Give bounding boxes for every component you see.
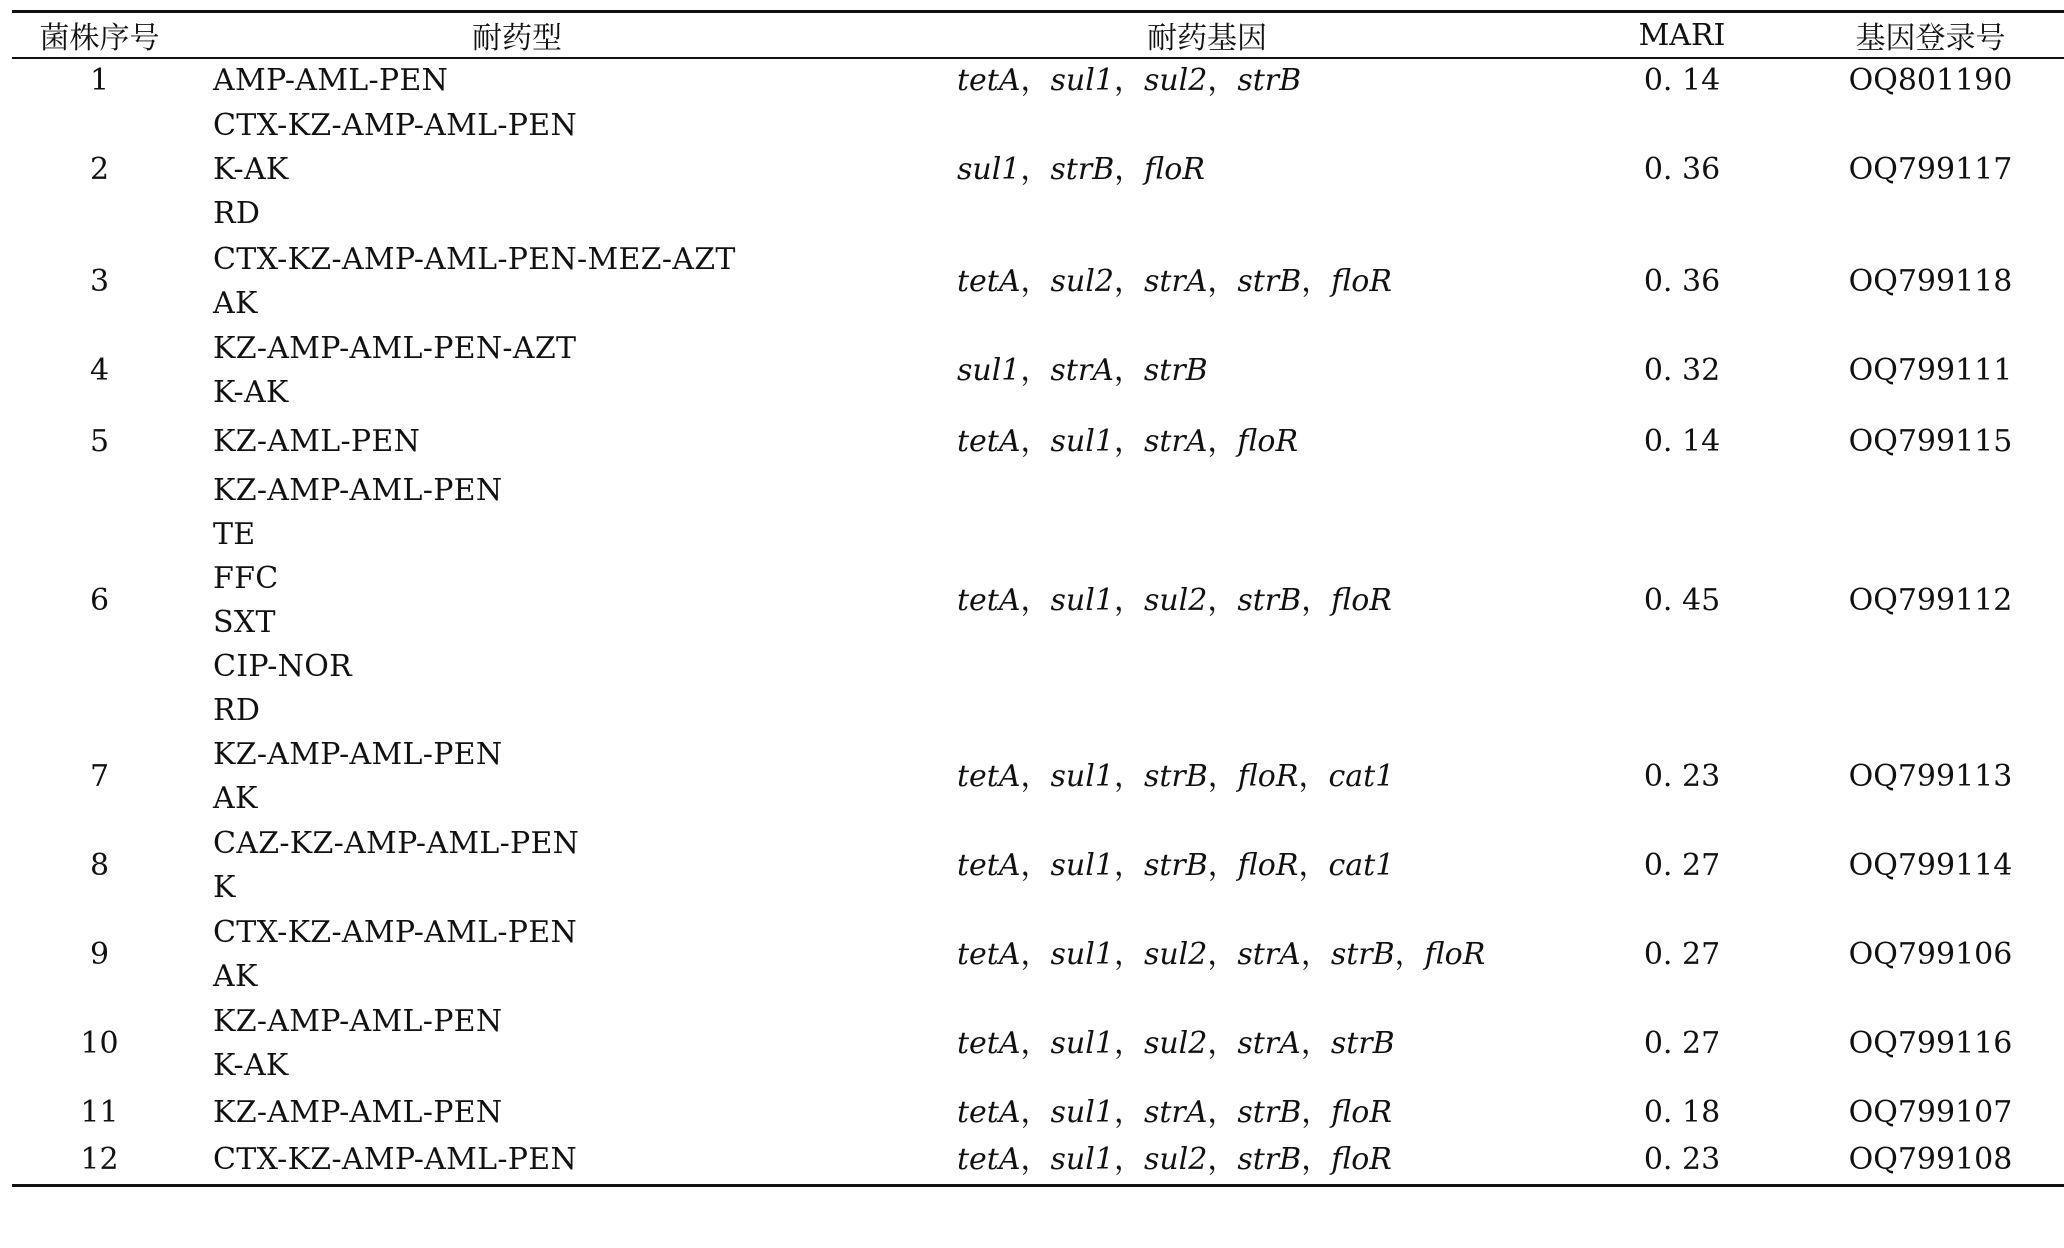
phenotype-line: TE (213, 517, 256, 552)
gene-name: strB (1237, 583, 1302, 618)
accession-cell: OQ799114 (1848, 848, 2013, 883)
genes-cell (847, 327, 1567, 415)
gene-name: tetA (957, 937, 1021, 972)
gene-separator: ， (1020, 264, 1051, 299)
gene-name: strB (1237, 264, 1302, 299)
gene-name: sul1 (1050, 1095, 1114, 1130)
phenotype-cell (187, 237, 847, 327)
gene-separator: ， (1020, 937, 1051, 972)
gene-separator: ， (1298, 848, 1329, 883)
accession-cell: OQ799117 (1848, 152, 2013, 187)
phenotype-line: KZ-AML-PEN (213, 424, 421, 459)
gene-name: strB (1050, 152, 1115, 187)
phenotype-line: AK (213, 959, 258, 994)
mari-cell: 0. 14 (1643, 63, 1721, 98)
genes-cell (847, 1089, 1567, 1137)
mari-cell: 0. 36 (1643, 152, 1721, 187)
gene-separator: ， (1020, 848, 1051, 883)
gene-name: strA (1050, 353, 1114, 388)
resistance-table (12, 10, 2064, 1187)
gene-separator: ， (1301, 1095, 1332, 1130)
gene-name: sul1 (1050, 1026, 1114, 1061)
gene-name: sul1 (957, 353, 1021, 388)
genes-cell (847, 821, 1567, 911)
gene-name: strB (1237, 1095, 1302, 1130)
gene-name: floR (1144, 152, 1205, 187)
gene-name: floR (1331, 583, 1392, 618)
phenotype-cell (187, 1137, 847, 1185)
genes-cell (847, 103, 1567, 237)
table-row (12, 911, 2064, 999)
gene-name: strB (1237, 1142, 1302, 1178)
phenotype-line: CTX-KZ-AMP-AML-PEN (213, 1142, 578, 1178)
strain-id-cell: 4 (89, 353, 110, 388)
gene-separator: ， (1113, 1026, 1144, 1061)
gene-name: tetA (957, 759, 1021, 794)
gene-separator: ， (1020, 1095, 1051, 1130)
accession-cell: OQ799116 (1848, 1026, 2013, 1061)
gene-separator: ， (1020, 152, 1051, 187)
header-accession: 基因登录号 (1797, 12, 2064, 59)
gene-name: floR (1331, 1095, 1392, 1130)
mari-cell: 0. 23 (1567, 1137, 1797, 1185)
gene-separator: ， (1207, 759, 1238, 794)
gene-separator: ， (1207, 1026, 1238, 1061)
header-mari: MARI (1567, 12, 1797, 59)
table-row (12, 327, 2064, 415)
header-strain-id: 菌株序号 (12, 12, 187, 59)
gene-name: strB (1237, 63, 1302, 98)
phenotype-cell (187, 733, 847, 821)
table-row (12, 415, 2064, 469)
accession-cell: OQ799108 (1797, 1137, 2064, 1185)
table-row (12, 999, 2064, 1089)
gene-separator: ， (1207, 937, 1238, 972)
header-row (12, 12, 2064, 59)
gene-separator: ， (1020, 1142, 1051, 1178)
phenotype-cell (187, 1089, 847, 1137)
phenotype-cell (187, 103, 847, 237)
gene-separator: ， (1207, 583, 1238, 618)
accession-cell: OQ799113 (1848, 759, 2013, 794)
gene-name: sul1 (1050, 937, 1114, 972)
phenotype-cell (187, 911, 847, 999)
genes-cell (847, 1137, 1567, 1185)
gene-separator: ， (1301, 1142, 1332, 1178)
table-row (12, 733, 2064, 821)
gene-separator: ， (1207, 63, 1238, 98)
strain-id-cell: 3 (89, 264, 110, 299)
gene-name: tetA (957, 848, 1021, 883)
gene-separator: ， (1207, 1142, 1238, 1178)
header-phenotype: 耐药型 (187, 12, 847, 59)
gene-separator: ， (1207, 264, 1238, 299)
genes-cell (847, 733, 1567, 821)
genes-cell (847, 999, 1567, 1089)
gene-name: strB (1143, 353, 1208, 388)
strain-id-cell: 2 (89, 152, 110, 187)
gene-separator: ， (1113, 353, 1144, 388)
phenotype-cell (187, 469, 847, 733)
mari-cell: 0. 27 (1643, 848, 1721, 883)
gene-name: strB (1143, 759, 1208, 794)
phenotype-line: K-AK (213, 1048, 289, 1083)
gene-separator: ， (1113, 424, 1144, 459)
gene-name: sul1 (1050, 583, 1114, 618)
gene-name: floR (1331, 1142, 1392, 1178)
mari-cell: 0. 32 (1643, 353, 1721, 388)
phenotype-line: AMP-AML-PEN (213, 63, 449, 98)
table-row (12, 103, 2064, 237)
gene-name: sul2 (1143, 63, 1208, 98)
gene-separator: ， (1020, 759, 1051, 794)
gene-name: sul2 (1050, 264, 1114, 299)
gene-name: floR (1331, 264, 1392, 299)
genes-cell (847, 911, 1567, 999)
gene-name: floR (1424, 937, 1486, 972)
gene-name: sul2 (1143, 937, 1208, 972)
gene-name: strA (1237, 1026, 1301, 1061)
table-row (12, 1137, 2064, 1185)
header-genes: 耐药基因 (847, 12, 1567, 59)
gene-name: cat1 (1328, 848, 1395, 883)
gene-name: cat1 (1328, 759, 1395, 794)
strain-id-cell: 10 (80, 1026, 119, 1061)
phenotype-line: SXT (213, 605, 276, 640)
genes-cell (847, 237, 1567, 327)
gene-name: tetA (957, 1095, 1021, 1130)
gene-name: sul2 (1143, 583, 1208, 618)
table-row (12, 469, 2064, 733)
phenotype-line: K-AK (213, 375, 289, 410)
phenotype-line: KZ-AMP-AML-PEN (213, 1095, 503, 1130)
gene-separator: ， (1301, 264, 1332, 299)
gene-separator: ， (1113, 264, 1144, 299)
phenotype-cell (187, 415, 847, 469)
mari-cell: 0. 45 (1643, 583, 1721, 618)
phenotype-line: KZ-AMP-AML-PEN (213, 473, 503, 508)
strain-id-cell: 7 (89, 759, 110, 794)
gene-name: floR (1237, 424, 1299, 459)
phenotype-line: CAZ-KZ-AMP-AML-PEN (213, 826, 580, 861)
gene-name: sul2 (1143, 1142, 1208, 1178)
phenotype-line: RD (213, 196, 261, 231)
phenotype-cell (187, 327, 847, 415)
gene-name: tetA (957, 63, 1021, 98)
gene-separator: ， (1113, 937, 1144, 972)
accession-cell: OQ799107 (1848, 1095, 2013, 1130)
gene-separator: ， (1300, 937, 1331, 972)
gene-name: tetA (957, 583, 1021, 618)
accession-cell: OQ799111 (1848, 353, 2013, 388)
strain-id-cell: 12 (12, 1137, 187, 1185)
phenotype-line: AK (213, 286, 258, 321)
gene-separator: ， (1113, 1142, 1144, 1178)
gene-separator: ， (1020, 353, 1051, 388)
gene-name: tetA (957, 424, 1021, 459)
gene-name: sul1 (957, 152, 1021, 187)
strain-id-cell: 5 (89, 424, 110, 459)
strain-id-cell: 9 (89, 937, 110, 972)
mari-cell: 0. 36 (1643, 264, 1721, 299)
strain-id-cell: 8 (89, 848, 110, 883)
phenotype-line: K (213, 870, 236, 905)
gene-name: strA (1143, 1095, 1208, 1130)
accession-cell: OQ799118 (1848, 264, 2013, 299)
gene-separator: ， (1394, 937, 1425, 972)
strain-id-cell: 6 (89, 583, 110, 618)
gene-separator: ， (1298, 759, 1329, 794)
phenotype-line: CTX-KZ-AMP-AML-PEN (213, 915, 578, 950)
gene-name: sul1 (1050, 63, 1114, 98)
gene-separator: ， (1300, 1026, 1331, 1061)
gene-name: floR (1237, 759, 1299, 794)
phenotype-line: CTX-KZ-AMP-AML-PEN (213, 108, 578, 143)
mari-cell: 0. 27 (1643, 1026, 1721, 1061)
gene-separator: ， (1114, 152, 1145, 187)
gene-separator: ， (1113, 759, 1144, 794)
mari-cell: 0. 27 (1643, 937, 1721, 972)
genes-cell (847, 469, 1567, 733)
table-row (12, 58, 2064, 103)
phenotype-line: K-AK (213, 152, 289, 187)
phenotype-cell (187, 58, 847, 103)
gene-separator: ， (1207, 424, 1238, 459)
mari-cell: 0. 18 (1643, 1095, 1721, 1130)
strain-id-cell: 11 (80, 1095, 119, 1130)
gene-name: tetA (957, 264, 1021, 299)
table-row (12, 821, 2064, 911)
phenotype-line: KZ-AMP-AML-PEN (213, 737, 503, 772)
gene-name: floR (1237, 848, 1299, 883)
gene-name: strA (1143, 424, 1208, 459)
strain-id-cell: 1 (89, 63, 110, 98)
gene-name: sul1 (1050, 1142, 1114, 1178)
gene-separator: ， (1113, 1095, 1144, 1130)
gene-name: sul1 (1050, 759, 1114, 794)
accession-cell: OQ801190 (1848, 63, 2013, 98)
accession-cell: OQ799106 (1848, 937, 2013, 972)
gene-separator: ， (1113, 583, 1144, 618)
gene-name: sul2 (1143, 1026, 1208, 1061)
phenotype-line: RD (213, 693, 261, 728)
phenotype-cell (187, 999, 847, 1089)
mari-cell: 0. 14 (1643, 424, 1721, 459)
gene-name: tetA (957, 1026, 1021, 1061)
gene-name: strB (1330, 1026, 1395, 1061)
gene-name: sul1 (1050, 424, 1114, 459)
gene-separator: ， (1020, 583, 1051, 618)
gene-separator: ， (1207, 848, 1238, 883)
gene-separator: ， (1020, 1026, 1051, 1061)
table-header (12, 12, 2064, 59)
gene-separator: ， (1020, 63, 1051, 98)
gene-separator: ， (1207, 1095, 1238, 1130)
accession-cell: OQ799115 (1848, 424, 2013, 459)
table-body (12, 58, 2064, 1185)
phenotype-line: CTX-KZ-AMP-AML-PEN-MEZ-AZT (213, 242, 736, 277)
gene-name: strA (1143, 264, 1208, 299)
genes-cell (847, 58, 1567, 103)
gene-name: tetA (957, 1142, 1021, 1178)
accession-cell: OQ799112 (1848, 583, 2013, 618)
gene-name: sul1 (1050, 848, 1114, 883)
phenotype-line: AK (213, 781, 258, 816)
phenotype-line: FFC (213, 561, 279, 596)
gene-name: strB (1143, 848, 1208, 883)
gene-separator: ， (1113, 63, 1144, 98)
gene-separator: ， (1301, 583, 1332, 618)
phenotype-line: KZ-AMP-AML-PEN-AZT (213, 331, 577, 366)
gene-name: strA (1237, 937, 1301, 972)
genes-cell (847, 415, 1567, 469)
gene-separator: ， (1113, 848, 1144, 883)
mari-cell: 0. 23 (1643, 759, 1721, 794)
phenotype-line: KZ-AMP-AML-PEN (213, 1004, 503, 1039)
table-row (12, 1089, 2064, 1137)
gene-separator: ， (1020, 424, 1051, 459)
table-row (12, 237, 2064, 327)
gene-name: strB (1330, 937, 1395, 972)
phenotype-line: CIP-NOR (213, 649, 353, 684)
phenotype-cell (187, 821, 847, 911)
